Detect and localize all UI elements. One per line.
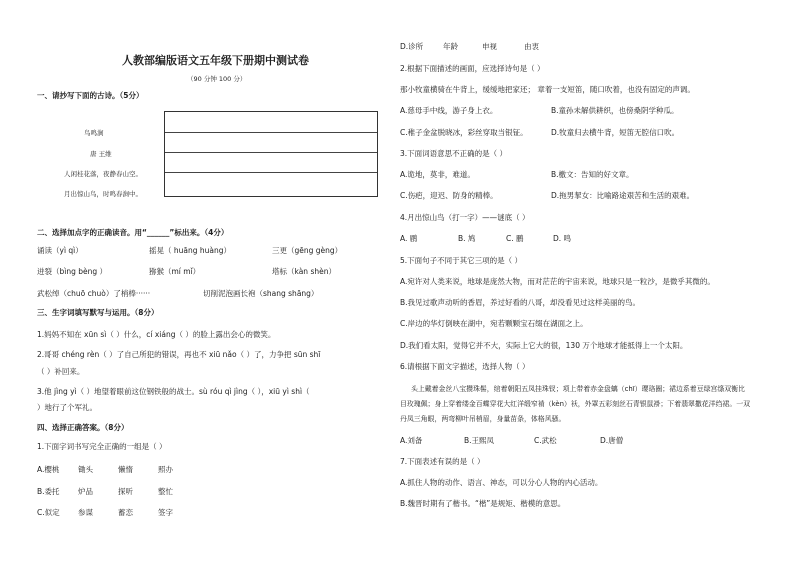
fill-question-2-cont: （ ）补回来。 <box>37 367 85 376</box>
choice-question-5: 5.下面句子不同于其它三项的是（ ） <box>400 256 523 265</box>
option-d-word-4: 由衷 <box>524 42 539 51</box>
pinyin-item[interactable]: 塔标（kàn shèn） <box>272 267 336 276</box>
q3-option-a[interactable]: A.诡地，莫非，难道。 <box>400 170 475 179</box>
q2-option-c[interactable]: C.稚子金盆脱晓冰，彩丝穿取当银钲。 <box>400 128 528 137</box>
fill-question-1: 1.妈妈不知在 xūn sì（ ）什么，cí xiáng（ ）的脸上露出会心的微笑。 <box>37 330 276 339</box>
fill-question-2: 2.哥哥 chéng rèn（ ）了自己所犯的错误，再也不 xiū nǎo（ ）了，力争把 sūn shī <box>37 350 321 359</box>
q6-passage-line-3: 丹凤三角眼，两弯柳叶吊梢眉，身量苗条，体格风骚。 <box>400 415 566 423</box>
poem-author: 唐 王维 <box>90 150 112 158</box>
option-c-word-3: 蓄恋 <box>118 508 133 517</box>
q3-option-b[interactable]: B.檄文：告知的好文章。 <box>551 170 634 179</box>
pinyin-item[interactable]: 三更（gēng gèng） <box>272 246 343 255</box>
pinyin-item[interactable]: 诵读（yì qì） <box>37 246 83 255</box>
q3-option-c[interactable]: C.伤疤，迎迟、防身的精棒。 <box>400 191 498 200</box>
section-4-heading: 四、选择正确答案。（8分） <box>37 423 129 432</box>
section-1-heading: 一、请抄写下面的古诗。（5分） <box>37 91 144 100</box>
question-2-description: 那小牧童横骑在牛背上，缓缓地把家还； 章着一支短笛，随口吹着，也没有固定的声调。 <box>400 85 695 94</box>
q2-option-d[interactable]: D.牧童归去横牛背，短笛无腔信口吹。 <box>551 128 680 137</box>
q2-option-b[interactable]: B.童孙未解供耕织，也傍桑阴学种瓜。 <box>551 106 679 115</box>
poem-line-1: 人闲桂花落，夜静春山空。 <box>64 170 142 178</box>
fill-question-3-cont: ）地行了个军礼。 <box>37 403 97 412</box>
q6-option-d[interactable]: D.唐僧 <box>600 436 624 445</box>
option-d-word-3: 申视 <box>482 42 497 51</box>
option-b-word-1[interactable]: B.委托 <box>37 487 60 496</box>
option-b-word-4: 整忙 <box>158 487 173 496</box>
q4-option-c[interactable]: C. 鹏 <box>506 234 524 243</box>
section-3-heading: 三、生字词填写默写与运用。（8分） <box>37 308 159 317</box>
pinyin-item[interactable]: 迸裂（bìng bèng ） <box>37 267 108 276</box>
choice-question-6: 6.请根据下面文字描述，选择人物（ ） <box>400 362 530 371</box>
copy-writing-grid[interactable] <box>164 111 378 197</box>
pinyin-item[interactable]: 摇晃（ huāng huàng） <box>149 246 232 255</box>
choice-question-7: 7.下面表述有误的是（ ） <box>400 457 485 466</box>
poem-line-2: 月出惊山鸟，时鸣春涧中。 <box>64 190 142 198</box>
grid-line <box>165 132 377 133</box>
option-c-word-2: 参谋 <box>78 508 93 517</box>
choice-question-1: 1.下面字词书写完全正确的一组是（ ） <box>37 442 167 451</box>
q5-option-d[interactable]: D.我们看太阳，觉得它并不大，实际上它大的很，130 万个地球才能抵得上一个太阳。 <box>400 341 688 350</box>
page-title: 人教部编版语文五年级下册期中测试卷 <box>122 54 309 67</box>
q7-option-a[interactable]: A.抓住人物的动作、语言、神态，可以分心人物的内心活动。 <box>400 478 603 487</box>
choice-question-4: 4.月出惊山鸟（打一字）——谜底（ ） <box>400 213 530 222</box>
option-d-word-1[interactable]: D.诊所 <box>400 42 424 51</box>
q6-option-c[interactable]: C.武松 <box>534 436 557 445</box>
grid-line <box>165 172 377 173</box>
pinyin-item[interactable]: 切削泥泡画长袍（shang shāng） <box>203 289 319 298</box>
q5-option-b[interactable]: B.我见过歌声动听的香眉，养过好看的八哥，却没看见过这样美丽的鸟。 <box>400 298 641 307</box>
q5-option-c[interactable]: C.岸边的华灯倒映在湖中，宛若颗颗宝石缀在湖面之上。 <box>400 319 588 328</box>
q2-option-a[interactable]: A.慈母手中线，游子身上衣。 <box>400 106 498 115</box>
option-d-word-2: 年龄 <box>443 42 458 51</box>
fill-question-3: 3.他 jìng yì（ ）地望着眼前这位钢铁般的战士。sù róu qì jìng（ ），xiū yì shì（ <box>37 387 310 396</box>
choice-question-3: 3.下面词语意思不正确的是（ ） <box>400 149 508 158</box>
page-subtitle: （90 分钟 100 分） <box>187 75 247 83</box>
option-c-word-4: 签字 <box>158 508 173 517</box>
q5-option-a[interactable]: A.宛许对人类来说，地球是庞然大物，而对茫茫的宇宙来说，地球只是一粒沙，是微乎其微的。 <box>400 277 715 286</box>
option-a-word-3: 懒惰 <box>118 465 133 474</box>
q4-option-a[interactable]: A. 鹛 <box>400 234 418 243</box>
section-2-heading: 二、选择加点字的正确读音。用“______”标出来。（4分） <box>37 228 229 237</box>
q3-option-d[interactable]: D.拖男挈女：比喻路途艰苦和生活的艰难。 <box>551 191 695 200</box>
option-a-word-1[interactable]: A.樱桃 <box>37 465 60 474</box>
pinyin-item[interactable]: 猕猴（mí mǐ） <box>149 267 201 276</box>
grid-line <box>165 152 377 153</box>
q6-option-a[interactable]: A.刘备 <box>400 436 423 445</box>
option-a-word-2: 锄头 <box>78 465 93 474</box>
option-c-word-1[interactable]: C.似定 <box>37 508 60 517</box>
option-a-word-4: 照办 <box>158 465 173 474</box>
option-b-word-2: 炉品 <box>78 487 93 496</box>
choice-question-2: 2.根据下面描述的画面，应选择诗句是（ ） <box>400 64 545 73</box>
q6-passage-line-1: 头上戴着金丝八宝攒珠髻，绾着朝阳五凤挂珠钗；项上带着赤金盘螭（chī）璎珞圈；裙边系着豆绿宫绦双衡比 <box>411 385 745 393</box>
pinyin-item[interactable]: 武松绰（chuō chuò）了梢棒······ <box>37 289 151 298</box>
poem-title: 鸟鸣涧 <box>84 129 104 137</box>
q6-passage-line-2: 目玫瑰佩；身上穿着缕金百蝶穿花大红洋缎窄褃（kèn）袄，外罩五彩刻丝石青银鼠褂；下着翡翠撒花洋绉裙。一双 <box>400 400 750 408</box>
q7-option-b[interactable]: B.魏晋时期有了楷书。“楷”是规矩、楷模的意思。 <box>400 499 566 508</box>
q6-option-b[interactable]: B.王熙凤 <box>464 436 495 445</box>
q4-option-d[interactable]: D. 鸣 <box>553 234 572 243</box>
q4-option-b[interactable]: B. 鸠 <box>458 234 476 243</box>
option-b-word-3: 探听 <box>118 487 133 496</box>
